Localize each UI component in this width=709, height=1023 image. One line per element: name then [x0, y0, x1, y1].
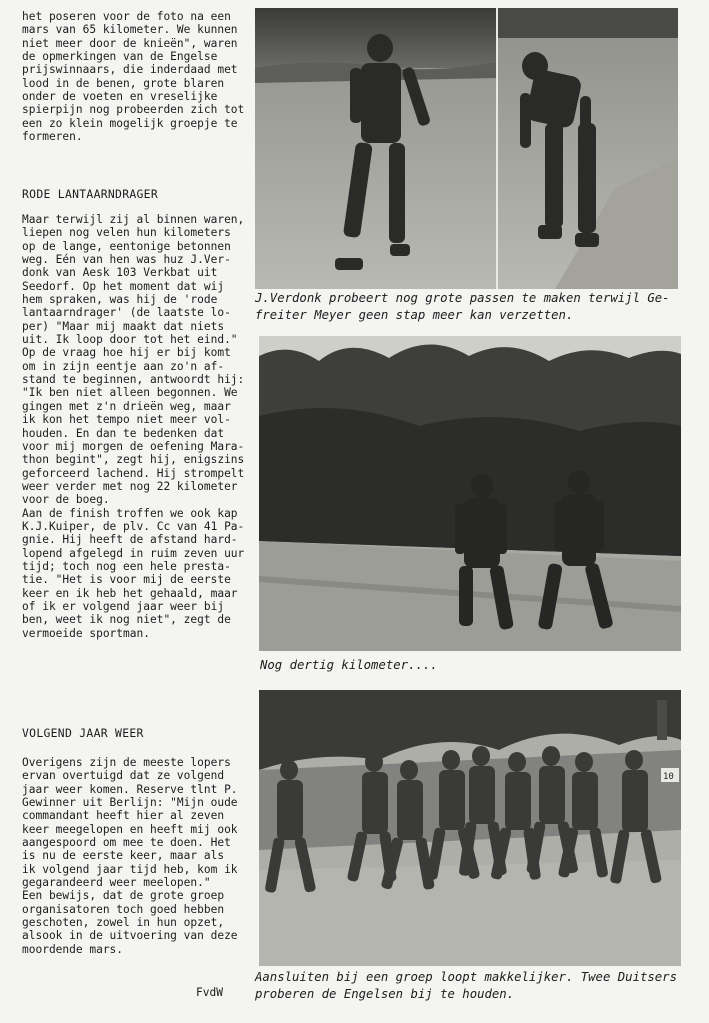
text-line: prijswinnaars, die inderdaad met: [22, 63, 238, 77]
text-line: Op de vraag hoe hij er bij komt: [22, 346, 231, 360]
text-line: hem spraken, was hij de 'rode: [22, 293, 218, 307]
caption-line: proberen de Engelsen bij te houden.: [255, 987, 515, 1001]
text-line: organisatoren toch goed hebben: [22, 902, 225, 916]
text-line: geschoten, zowel in hun opzet,: [22, 916, 225, 930]
photo-2-illustration: [259, 336, 681, 651]
photo-marching-group: [259, 690, 681, 966]
heading-volgend-jaar-weer: VOLGEND JAAR WEER: [22, 726, 144, 740]
text-line: aangespoord om mee te doen. Het: [22, 836, 231, 850]
text-line: Overigens zijn de meeste lopers: [22, 756, 231, 769]
text-line: of ik er volgend jaar weer bij: [22, 599, 225, 613]
caption-photo-3: [255, 969, 677, 1003]
text-line: vermoeide sportman.: [22, 626, 150, 640]
text-line: Seedorf. Op het moment dat wij: [22, 279, 225, 293]
text-line: liepen nog velen hun kilometers: [22, 226, 231, 240]
text-line: onder de voeten en vreselijke: [22, 90, 218, 104]
photo-verdonk-and-meyer: [255, 8, 678, 289]
text-line: Maar terwijl zij al binnen waren,: [22, 213, 245, 226]
text-line: K.J.Kuiper, de plv. Cc van 41 Pa-: [22, 519, 245, 533]
text-line: het poseren voor de foto na een: [22, 10, 231, 23]
bib-number: 10: [663, 772, 674, 782]
text-line: keer en ik heb het gehaald, maar: [22, 586, 238, 600]
text-line: houden. En dan te bedenken dat: [22, 426, 225, 440]
text-line: alsook in de uitvoering van deze: [22, 929, 238, 943]
text-line: Een bewijs, dat de grote groep: [22, 889, 225, 903]
text-line: per) "Maar mij maakt dat niets: [22, 319, 225, 333]
author-signature: FvdW: [196, 986, 223, 999]
text-line: mars van 65 kilometer. We kunnen: [22, 23, 238, 37]
caption-line: J.Verdonk probeert nog grote passen te maken terwijl Ge-: [255, 291, 670, 305]
text-line: een zo klein mogelijk groepje te: [22, 116, 238, 130]
text-line: weer verder met nog 22 kilometer: [22, 479, 238, 493]
text-line: ervan overtuigd dat ze volgend: [22, 769, 225, 783]
caption-line: freiter Meyer geen stap meer kan verzetten.: [255, 308, 574, 322]
heading-rode-lantaarndrager: RODE LANTAARNDRAGER: [22, 187, 158, 201]
text-line: weg. Eén van hen was huz J.Ver-: [22, 253, 231, 267]
text-line: gingen met z'n drieën weg, maar: [22, 399, 231, 413]
text-line: tie. "Het is voor mij de eerste: [22, 573, 231, 587]
text-line: niet meer door de knieën", waren: [22, 36, 238, 50]
text-line: ik volgend jaar tijd heb, kom ik: [22, 862, 238, 876]
text-line: uit. Ik loop door tot het eind.": [22, 333, 238, 347]
text-line: tijd; toch nog een hele presta-: [22, 559, 231, 573]
text-line: spierpijn nog probeerden zich tot: [22, 103, 245, 117]
text-line: om in zijn eentje aan zo'n af-: [22, 359, 225, 373]
text-line: voor mij morgen de oefening Mara-: [22, 439, 245, 453]
text-line: geforceerd lachend. Hij strompelt: [22, 466, 245, 480]
text-line: stand te beginnen, antwoordt hij:: [22, 373, 245, 387]
section-2-paragraph: [22, 756, 238, 956]
text-line: thon begint", zegt hij, enigszins: [22, 453, 245, 467]
text-line: lopend afgelegd in ruim zeven uur: [22, 546, 245, 560]
text-line: op de lange, eentonige betonnen: [22, 239, 231, 253]
text-line: ik kon het tempo niet meer vol-: [22, 413, 231, 427]
text-line: keer meegelopen en heeft mij ook: [22, 822, 238, 836]
text-line: Aan de finish troffen we ook kap: [22, 506, 238, 520]
text-line: jaar weer komen. Reserve tlnt P.: [22, 782, 238, 796]
text-line: formeren.: [22, 130, 83, 144]
text-line: donk van Aesk 103 Verkbat uit: [22, 266, 218, 280]
text-line: voor de boeg.: [22, 493, 110, 507]
intro-paragraph: [22, 10, 244, 143]
caption-photo-2: [260, 657, 438, 674]
text-line: gegarandeerd weer meelopen.": [22, 876, 211, 890]
text-line: lantaarndrager' (de laatste lo-: [22, 306, 231, 320]
text-line: Gewinner uit Berlijn: "Mijn oude: [22, 796, 238, 810]
caption-line: Aansluiten bij een groep loopt makkelijker. Twee Duitsers: [255, 970, 677, 984]
photo-dertig-kilometer: [259, 336, 681, 651]
caption-line: Nog dertig kilometer....: [260, 658, 438, 672]
photo-3-illustration: [259, 690, 681, 966]
text-line: gnie. Hij heeft de afstand hard-: [22, 533, 238, 547]
text-line: commandant heeft hier al zeven: [22, 809, 225, 823]
text-line: lood in de benen, grote blaren: [22, 76, 225, 90]
photo-1-illustration: [255, 8, 678, 289]
text-line: de opmerkingen van de Engelse: [22, 50, 218, 64]
text-line: moordende mars.: [22, 942, 124, 956]
caption-photo-1: [255, 290, 670, 324]
text-line: "Ik ben niet alleen begonnen. We: [22, 386, 238, 400]
section-1-paragraph: [22, 213, 244, 640]
text-line: is nu de eerste keer, maar als: [22, 849, 225, 863]
text-line: ben, weet ik nog niet", zegt de: [22, 613, 231, 627]
